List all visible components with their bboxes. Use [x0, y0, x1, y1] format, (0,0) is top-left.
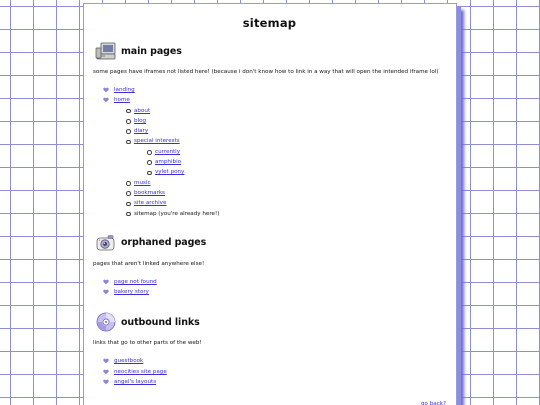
- go-back-link[interactable]: go back?: [420, 401, 446, 405]
- link-amphibio[interactable]: amphibio: [155, 159, 182, 166]
- link-bakery-story[interactable]: bakery story: [114, 289, 149, 296]
- page-title: sitemap: [242, 16, 297, 30]
- heart-icon: [103, 379, 109, 385]
- computer-icon: [95, 40, 117, 62]
- list-item: [126, 209, 446, 219]
- link-guestbook[interactable]: guestbook: [114, 358, 144, 365]
- home-sublist: [126, 106, 446, 219]
- orphaned-pages-description: pages that aren't linked anywhere else!: [93, 260, 205, 267]
- main-pages-description: some pages have iframes not listed here! (because i don't know how to link in a way that will open the intended iframe lol): [93, 69, 439, 75]
- orphaned-pages-list: [103, 277, 446, 298]
- link-landing[interactable]: landing: [114, 87, 135, 93]
- list-item: [126, 178, 446, 188]
- link-angels-layouts[interactable]: angel's layouts: [114, 379, 157, 386]
- list-item: [147, 167, 446, 177]
- list-item: [103, 95, 446, 219]
- orphaned-pages-header: [95, 231, 446, 255]
- main-pages-section: [93, 39, 446, 219]
- link-currently[interactable]: currently: [155, 148, 181, 155]
- list-item: [103, 356, 446, 366]
- heart-icon: [103, 279, 109, 285]
- list-item: [147, 157, 446, 167]
- special-interests-sublist: [147, 147, 446, 178]
- sitemap-panel: [83, 3, 457, 405]
- link-vylet-pony[interactable]: vylet pony: [155, 169, 185, 176]
- orphaned-pages-heading: orphaned pages: [121, 237, 207, 249]
- outbound-links-description: links that go to other parts of the web!: [93, 340, 202, 347]
- link-site-archive[interactable]: site archive: [134, 200, 167, 207]
- link-bookmarks[interactable]: bookmarks: [134, 189, 165, 196]
- list-item: [126, 188, 446, 198]
- outbound-links-heading: outbound links: [121, 316, 200, 328]
- list-item: [126, 198, 446, 208]
- list-item: [126, 116, 446, 126]
- list-item: [103, 377, 446, 387]
- link-page-not-found[interactable]: page not found: [114, 278, 157, 285]
- camera-icon: [95, 232, 117, 254]
- link-blog[interactable]: blog: [134, 117, 147, 124]
- link-diary[interactable]: diary: [134, 128, 149, 135]
- heart-icon: [103, 358, 109, 364]
- heart-icon: [103, 289, 109, 295]
- heart-icon: [103, 97, 109, 103]
- list-item: [103, 367, 446, 377]
- list-item: [126, 136, 446, 177]
- main-pages-list: [103, 85, 446, 219]
- list-item: [126, 126, 446, 136]
- link-about[interactable]: about: [134, 107, 151, 114]
- outbound-links-list: [103, 356, 446, 387]
- list-item: [103, 277, 446, 287]
- list-item: [126, 106, 446, 116]
- link-special-interests[interactable]: special interests: [134, 138, 180, 145]
- list-item: [103, 287, 446, 297]
- heart-icon: [103, 369, 109, 375]
- outbound-links-section: [93, 310, 446, 387]
- link-neocities-site-page[interactable]: neocities site page: [114, 368, 167, 375]
- list-item: [147, 147, 446, 157]
- heart-icon: [103, 87, 109, 93]
- link-music[interactable]: music: [134, 179, 151, 186]
- main-pages-header: [95, 39, 446, 63]
- orphaned-pages-section: [93, 231, 446, 298]
- link-home[interactable]: home: [114, 97, 130, 104]
- cd-icon: [95, 311, 117, 333]
- sitemap-current-label: sitemap (you're already here!): [134, 210, 220, 217]
- list-item: [103, 85, 446, 95]
- outbound-links-header: [95, 310, 446, 334]
- main-pages-heading: main pages: [121, 45, 182, 57]
